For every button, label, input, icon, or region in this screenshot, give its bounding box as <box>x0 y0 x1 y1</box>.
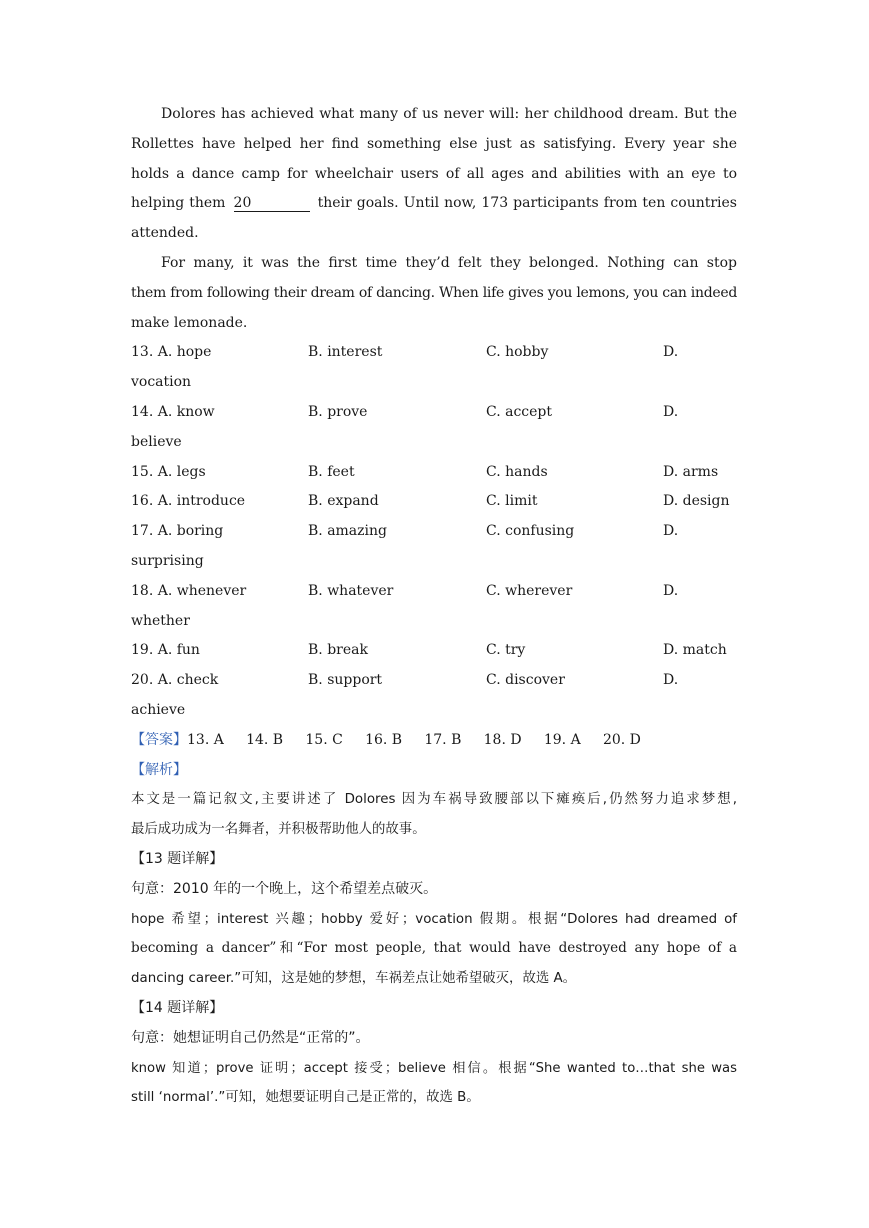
option-c: C. wherever <box>486 582 573 599</box>
q13-explain: hope 希望；interest 兴趣；hobby 爱好；vocation 假期。根据“Dolores had dreamed of <box>131 911 737 927</box>
option-d: D. <box>663 403 679 420</box>
q13-meaning: 句意：2010 年的一个晚上，这个希望差点破灭。 <box>131 880 438 897</box>
option-a: 14. A. know <box>131 403 215 420</box>
answer-item: 15. C <box>305 731 343 748</box>
option-b: B. support <box>308 672 383 689</box>
option-a: 13. A. hope <box>131 344 212 361</box>
option-d: D. <box>663 523 679 540</box>
blank-20: 20 <box>234 195 310 212</box>
option-a: 19. A. fun <box>131 642 200 659</box>
option-row-13 <box>131 338 737 368</box>
option-b: B. amazing <box>308 523 387 540</box>
option-c: C. accept <box>486 403 553 420</box>
answer-item: 17. B <box>424 731 462 748</box>
option-d-wrap: believe <box>131 433 182 450</box>
q13-heading: 【13 题详解】 <box>131 850 224 867</box>
document-page <box>131 100 737 1113</box>
passage-line: Dolores has achieved what many of us never will: her childhood dream. But the <box>161 106 737 122</box>
passage-text: their goals. Until now, 173 participants from ten countries <box>317 195 737 212</box>
answer-item: 18. D <box>483 731 522 748</box>
answer-item: 16. B <box>365 731 403 748</box>
option-row-20 <box>131 666 737 696</box>
option-d-wrap: vocation <box>131 374 192 391</box>
option-d-wrap: surprising <box>131 552 204 569</box>
passage-line: make lemonade. <box>131 314 248 331</box>
option-b: B. feet <box>308 463 355 480</box>
option-a: 17. A. boring <box>131 523 224 540</box>
option-row-17 <box>131 517 737 547</box>
q14-explain: still ‘normal’.”可知，她想要证明自己是正常的，故选 B。 <box>131 1090 480 1106</box>
option-b: B. whatever <box>308 582 394 599</box>
passage-line: them from following their dream of dancing. When life gives you lemons, you can indeed <box>131 284 737 301</box>
option-a: 20. A. check <box>131 672 219 689</box>
option-c: C. try <box>486 642 526 659</box>
answer-item: 14. B <box>246 731 284 748</box>
q13-explain: becoming a dancer”和“For most people, that would have destroyed any hope of a <box>131 940 737 957</box>
option-b: B. break <box>308 642 368 659</box>
option-c: C. hobby <box>486 344 549 361</box>
option-b: B. interest <box>308 344 383 361</box>
passage-line: For many, it was the first time they’d felt they belonged. Nothing can stop <box>161 254 737 271</box>
analysis-tag: 【解析】 <box>131 761 187 778</box>
option-row-19 <box>131 636 737 666</box>
q14-explain: know 知道；prove 证明；accept 接受；believe 相信。根据“She wanted to…that she was <box>131 1060 737 1076</box>
option-c: C. discover <box>486 672 565 689</box>
option-row-15 <box>131 458 737 488</box>
option-row-16 <box>131 487 737 517</box>
options-list <box>131 338 737 725</box>
option-row-14 <box>131 398 737 428</box>
option-a: 16. A. introduce <box>131 493 246 510</box>
option-d: D. design <box>663 493 730 510</box>
option-d: D. arms <box>663 463 719 480</box>
option-row-18 <box>131 577 737 607</box>
option-c: C. confusing <box>486 523 575 540</box>
passage-line: Rollettes have helped her find something else just as satisfying. Every year she <box>131 135 737 152</box>
option-d: D. <box>663 344 679 361</box>
answer-item: 20. D <box>602 731 641 748</box>
option-d: D. <box>663 672 679 689</box>
answer-tag: 【答案】 <box>131 731 187 748</box>
answer-row <box>131 726 737 756</box>
answer-item: 13. A <box>187 731 224 748</box>
option-d-wrap: whether <box>131 612 190 629</box>
passage-line-with-blank <box>131 189 737 219</box>
analysis-summary: 本文是一篇记叙文,主要讲述了 Dolores 因为车祸导致腰部以下瘫痪后,仍然努力追求梦想, <box>131 792 737 808</box>
passage-line: holds a dance camp for wheelchair users of all ages and abilities with an eye to <box>131 165 737 182</box>
option-c: C. limit <box>486 493 538 510</box>
passage-line: attended. <box>131 225 199 242</box>
analysis-summary: 最后成功成为一名舞者，并积极帮助他人的故事。 <box>131 822 426 838</box>
q14-heading: 【14 题详解】 <box>131 999 224 1016</box>
option-b: B. prove <box>308 403 368 420</box>
q13-explain: dancing career.”可知，这是她的梦想，车祸差点让她希望破灭，故选 A。 <box>131 971 577 987</box>
option-b: B. expand <box>308 493 379 510</box>
q14-meaning: 句意：她想证明自己仍然是“正常的”。 <box>131 1029 370 1046</box>
option-c: C. hands <box>486 463 548 480</box>
passage-text: helping them <box>131 195 226 212</box>
option-d: D. match <box>663 642 727 659</box>
option-d-wrap: achieve <box>131 701 186 718</box>
option-a: 15. A. legs <box>131 463 206 480</box>
answer-item: 19. A <box>543 731 581 748</box>
option-d: D. <box>663 582 679 599</box>
option-a: 18. A. whenever <box>131 582 247 599</box>
